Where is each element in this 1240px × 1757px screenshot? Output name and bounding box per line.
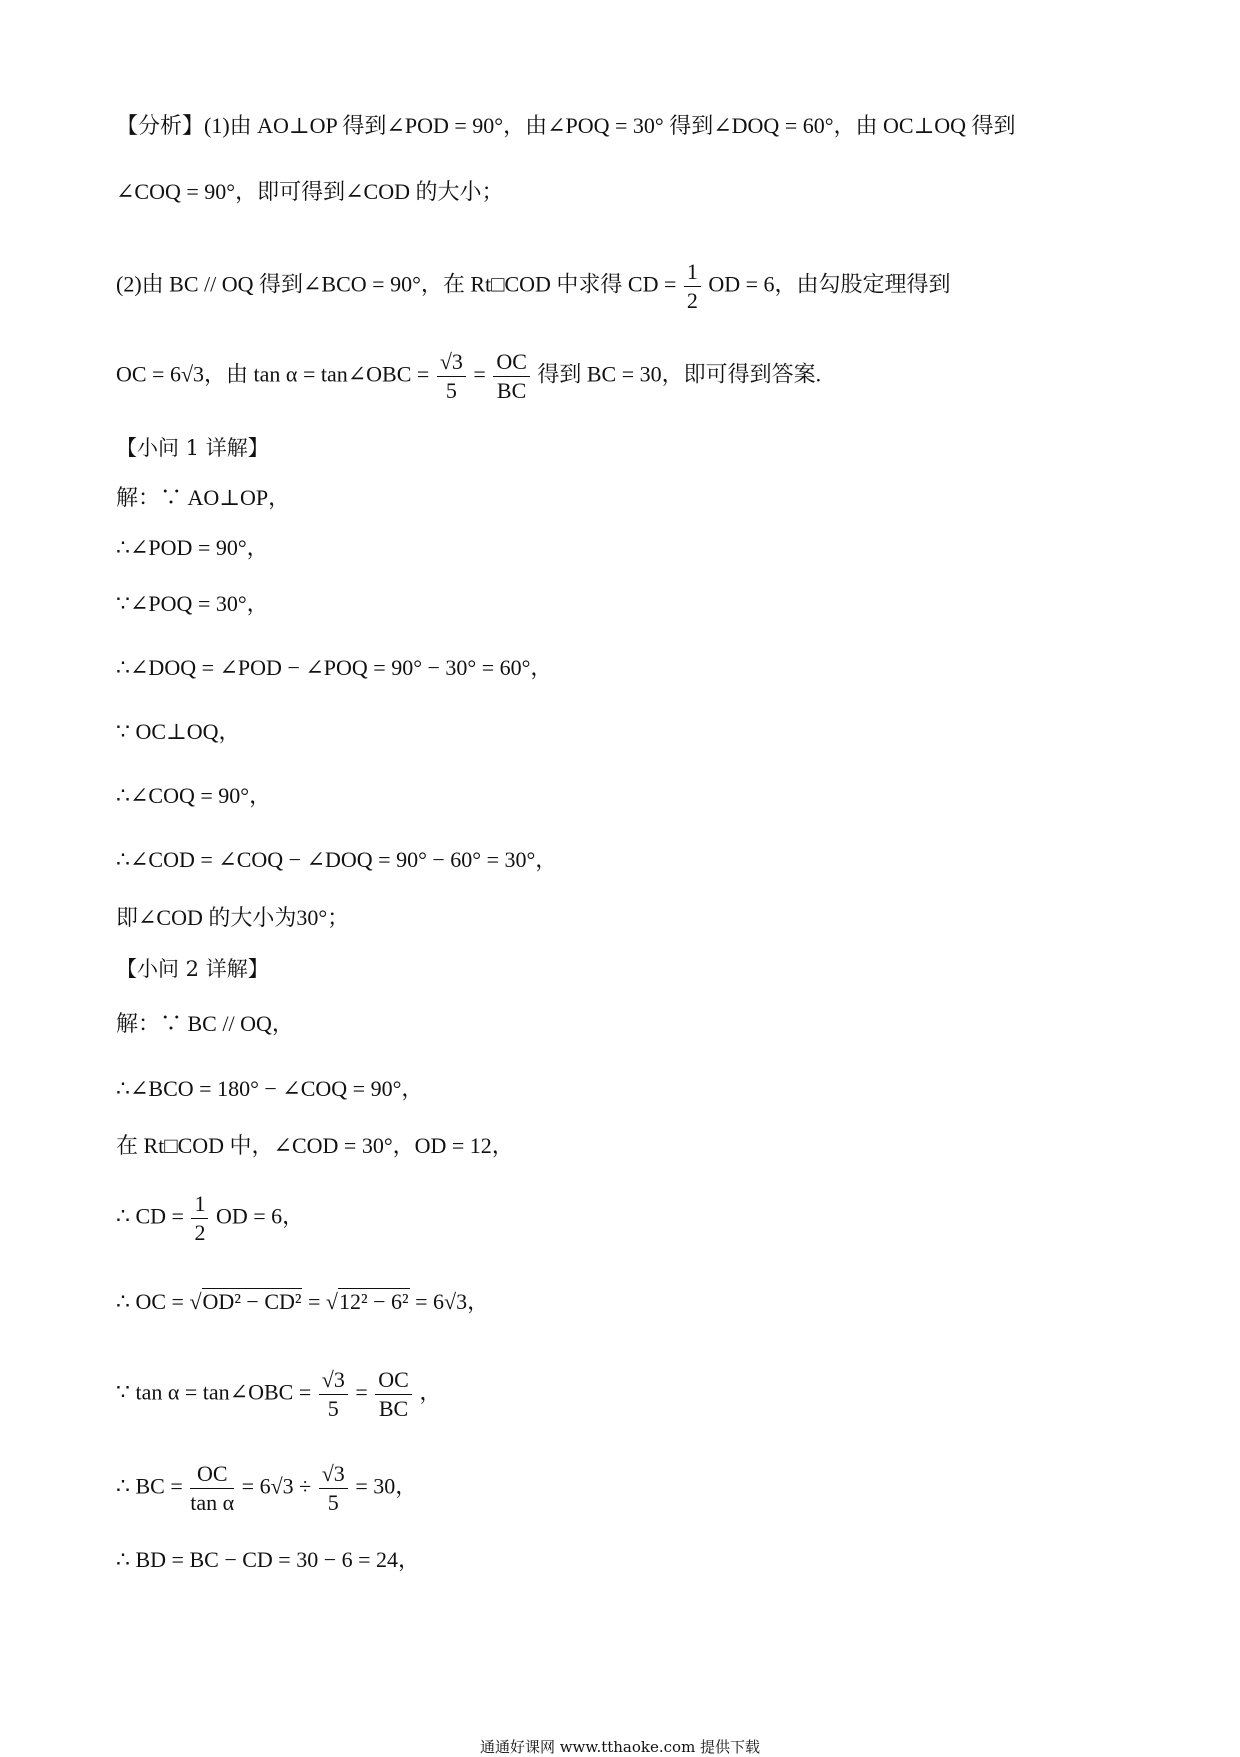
q2-step-3: 在 Rt□COD 中，∠COD = 30°，OD = 12， xyxy=(116,1133,514,1158)
q2-step-5-text-b: = 6√3， xyxy=(415,1289,490,1314)
q2-step-4-text-a: ∴ CD = xyxy=(116,1203,184,1229)
analysis-line-3-text-a: (2)由 BC // OQ 得到∠BCO = 90°，在 Rt□COD 中求得 CD = xyxy=(116,271,677,297)
footer-watermark: 通通好课网 www.tthaoke.com 提供下载 xyxy=(479,1738,761,1756)
analysis-line-4-text-a: OC = 6√3，由 tan α = tan∠OBC = xyxy=(116,361,430,387)
analysis-line-3-text-b: OD = 6，由勾股定理得到 xyxy=(708,271,951,297)
q1-step-1: 解：∵ AO⊥OP， xyxy=(116,485,291,510)
q1-step-2: ∴∠POD = 90°， xyxy=(116,535,269,560)
fraction-sqrt3-over-5 xyxy=(319,1366,348,1423)
square-root-expression: √12² − 6² xyxy=(325,1289,409,1314)
square-root-expression: √OD² − CD² xyxy=(189,1289,302,1314)
fraction-denominator: 5 xyxy=(327,1396,339,1421)
q1-step-7: ∴∠COD = ∠COQ − ∠DOQ = 90° − 60° = 30°， xyxy=(116,847,558,872)
q2-step-7 xyxy=(116,1460,417,1517)
q2-step-4-text-b: OD = 6， xyxy=(215,1203,305,1229)
q2-step-6-text-a: ∵ tan α = tan∠OBC = xyxy=(116,1379,312,1405)
q1-step-5: ∵ OC⊥OQ， xyxy=(116,719,241,744)
q2-header: 【小问 2 详解】 xyxy=(116,957,269,981)
fraction-denominator: tan α xyxy=(190,1490,235,1515)
fraction-sqrt3-over-5 xyxy=(319,1460,348,1517)
q2-step-1: 解：∵ BC // OQ， xyxy=(116,1011,294,1036)
fraction-one-half xyxy=(684,258,701,315)
q1-step-4: ∴∠DOQ = ∠POD − ∠POQ = 90° − 30° = 60°， xyxy=(116,655,553,680)
fraction-oc-over-bc xyxy=(493,348,530,405)
fraction-denominator: 5 xyxy=(327,1490,339,1515)
fraction-denominator: 5 xyxy=(445,378,457,403)
fraction-denominator: BC xyxy=(496,378,527,403)
fraction-oc-over-tan xyxy=(190,1460,234,1517)
q1-step-6: ∴∠COQ = 90°， xyxy=(116,783,272,808)
q2-step-7-text-mid: = 6√3 ÷ xyxy=(241,1473,312,1499)
radicand: OD² − CD² xyxy=(202,1289,302,1314)
radicand: 12² − 6² xyxy=(338,1289,409,1314)
q2-step-2: ∴∠BCO = 180° − ∠COQ = 90°， xyxy=(116,1076,424,1101)
q2-step-7-text-a: ∴ BC = xyxy=(116,1473,183,1499)
q2-step-4 xyxy=(116,1190,304,1247)
analysis-line-4-text-b: 得到 BC = 30，即可得到答案. xyxy=(537,361,822,387)
equals-sign: = xyxy=(473,361,486,387)
q2-step-5 xyxy=(116,1288,489,1316)
q2-step-5-text-a: ∴ OC = xyxy=(116,1289,184,1314)
fraction-numerator: OC xyxy=(375,1366,412,1395)
q1-header: 【小问 1 详解】 xyxy=(116,436,269,460)
q1-step-8: 即∠COD 的大小为30°； xyxy=(116,905,350,930)
q2-step-6-text-b: ， xyxy=(419,1379,442,1405)
q2-step-7-text-b: = 30， xyxy=(355,1473,418,1499)
fraction-denominator: BC xyxy=(378,1396,409,1421)
fraction-numerator: √3 xyxy=(319,1366,348,1395)
fraction-numerator: √3 xyxy=(319,1460,348,1489)
fraction-one-half xyxy=(191,1190,208,1247)
fraction-numerator: √3 xyxy=(437,348,466,377)
equals-sign: = xyxy=(307,1289,321,1314)
analysis-line-3 xyxy=(116,258,951,315)
q2-step-8: ∴ BD = BC − CD = 30 − 6 = 24， xyxy=(116,1547,421,1572)
fraction-denominator: 2 xyxy=(194,1220,206,1245)
fraction-numerator: OC xyxy=(493,348,530,377)
fraction-sqrt3-over-5 xyxy=(437,348,466,405)
fraction-denominator: 2 xyxy=(686,288,698,313)
analysis-line-1: 【分析】(1)由 AO⊥OP 得到∠POD = 90°，由∠POQ = 30° 得到∠DOQ = 60°，由 OC⊥OQ 得到 xyxy=(116,113,1016,138)
fraction-numerator: OC xyxy=(190,1460,234,1489)
analysis-line-2: ∠COQ = 90°，即可得到∠COD 的大小； xyxy=(116,179,504,204)
fraction-numerator: 1 xyxy=(684,258,701,287)
fraction-oc-over-bc xyxy=(375,1366,412,1423)
analysis-line-4 xyxy=(116,348,821,405)
fraction-numerator: 1 xyxy=(191,1190,208,1219)
q1-step-3: ∵∠POQ = 30°， xyxy=(116,591,269,616)
equals-sign: = xyxy=(355,1379,368,1405)
q2-step-6 xyxy=(116,1366,441,1423)
